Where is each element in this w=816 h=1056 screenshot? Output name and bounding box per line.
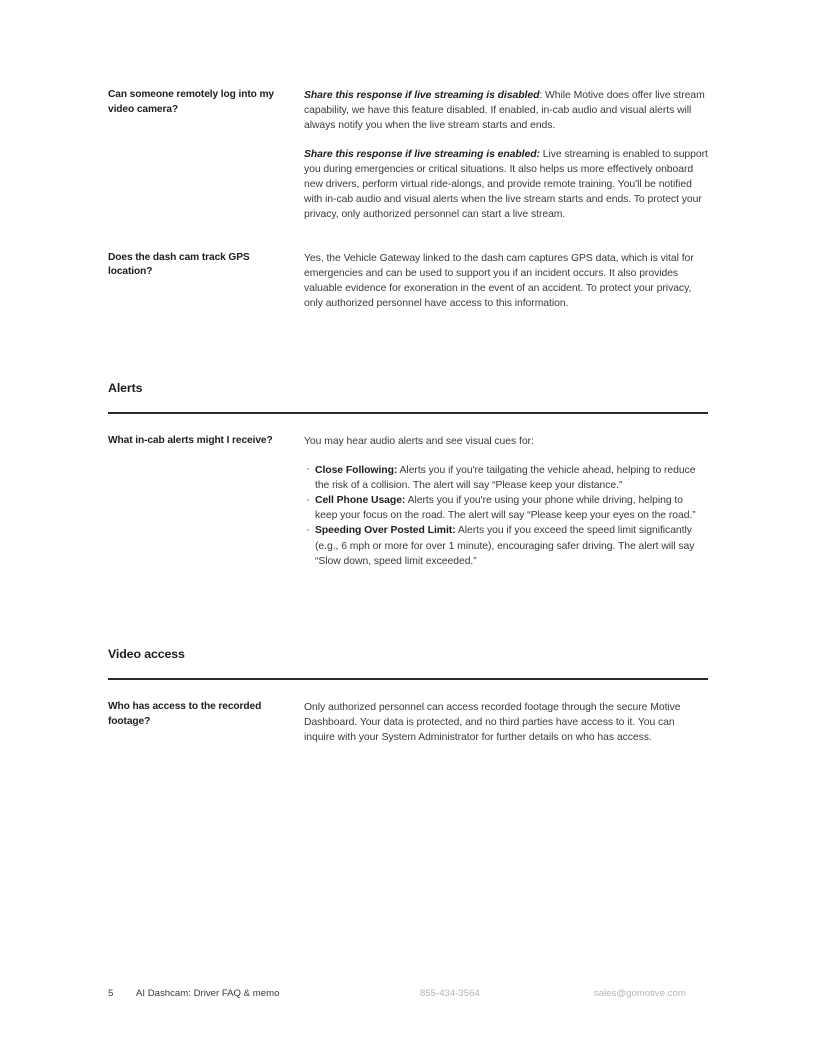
faq-question: Does the dash cam track GPS location? <box>108 251 250 278</box>
footer-document-title: AI Dashcam: Driver FAQ & memo <box>136 988 280 999</box>
answer-lead-in: Share this response if live streaming is disabled <box>304 90 540 101</box>
faq-answer-intro: You may hear audio alerts and see visual cues for: <box>304 436 534 448</box>
section-heading-video-access: Video access <box>108 647 185 662</box>
page-content <box>108 88 708 746</box>
spacer <box>108 414 708 434</box>
footer-page-number: 5 <box>108 988 114 999</box>
alert-description: Alerts you if you exceed the speed limit significantly (e.g., 6 mph or more for over 1 minute), encouraging safer driving. The alert will say “Slow down, speed limit exceeded.” <box>315 525 695 567</box>
alert-name: Speeding Over Posted Limit: <box>315 525 456 537</box>
faq-entry-remote-login <box>108 88 708 223</box>
answer-body-text: Live streaming is enabled to support you during emergencies or critical situations. It also helps us more effectively onboard new drivers, perform virtual ride-alongs, and provide remote training. You'll be notified with in-cab audio and visual alerts when the live stream starts and ends. To protect your privacy, only authorized personnel can start a live stream. <box>304 148 708 221</box>
spacer <box>108 569 708 647</box>
faq-question: Who has access to the recorded footage? <box>108 701 262 727</box>
faq-question: What in-cab alerts might I receive? <box>108 435 273 447</box>
answer-body-text: While Motive does offer live stream capability, we have this feature disabled. If enabled, in-cab audio and visual alerts will always notify you when the live stream starts and ends. <box>304 90 705 132</box>
alert-type-list <box>304 463 708 569</box>
faq-answer <box>304 88 708 223</box>
answer-body-text: Only authorized personnel can access recorded footage through the secure Motive Dashboard. Your data is protected, and no third parties have access to it. You can inquire with your System Administrator for further details on who has access. <box>304 702 681 744</box>
page-footer <box>108 988 708 1004</box>
footer-email-address: sales@gomotive.com <box>594 988 686 999</box>
faq-answer <box>304 700 708 746</box>
faq-entry-footage-access <box>108 700 708 746</box>
faq-answer <box>304 434 708 569</box>
answer-body-text: Yes, the Vehicle Gateway linked to the dash cam captures GPS data, which is vital for emergencies and can be used to support you if an incident occurs. It also provides valuable evidence for exoneration in the event of an accident. To protect your privacy, only authorized personnel have access to this information. <box>304 252 694 310</box>
spacer <box>108 311 708 381</box>
faq-entry-in-cab-alerts <box>108 434 708 569</box>
faq-entry-gps-tracking <box>108 251 708 312</box>
footer-phone-number: 855-434-3564 <box>420 988 480 999</box>
faq-question: Can someone remotely log into my video camera? <box>108 89 274 115</box>
list-item <box>304 463 708 493</box>
answer-lead-in: Share this response if live streaming is enabled: <box>304 148 540 160</box>
alert-description: Alerts you if you're tailgating the vehicle ahead, helping to reduce the risk of a collision. The alert will say “Please keep your distance.” <box>315 464 696 491</box>
faq-answer <box>304 251 708 312</box>
section-heading-alerts: Alerts <box>108 381 143 396</box>
spacer <box>108 223 708 251</box>
spacer <box>108 680 708 700</box>
list-item <box>304 523 708 569</box>
answer-lead-separator: : <box>539 90 546 101</box>
spacer <box>108 661 708 678</box>
alert-name: Close Following: <box>315 464 398 476</box>
alert-name: Cell Phone Usage: <box>315 495 406 507</box>
list-item <box>304 493 708 523</box>
faq-answer-paragraph <box>304 251 708 312</box>
faq-answer-paragraph <box>304 88 708 134</box>
alert-description: Alerts you if you're using your phone while driving, helping to keep your focus on the road. The alert will say “Please keep your eyes on the road.” <box>315 495 696 522</box>
faq-answer-paragraph <box>304 147 708 223</box>
spacer <box>108 395 708 412</box>
faq-answer-paragraph <box>304 700 708 746</box>
